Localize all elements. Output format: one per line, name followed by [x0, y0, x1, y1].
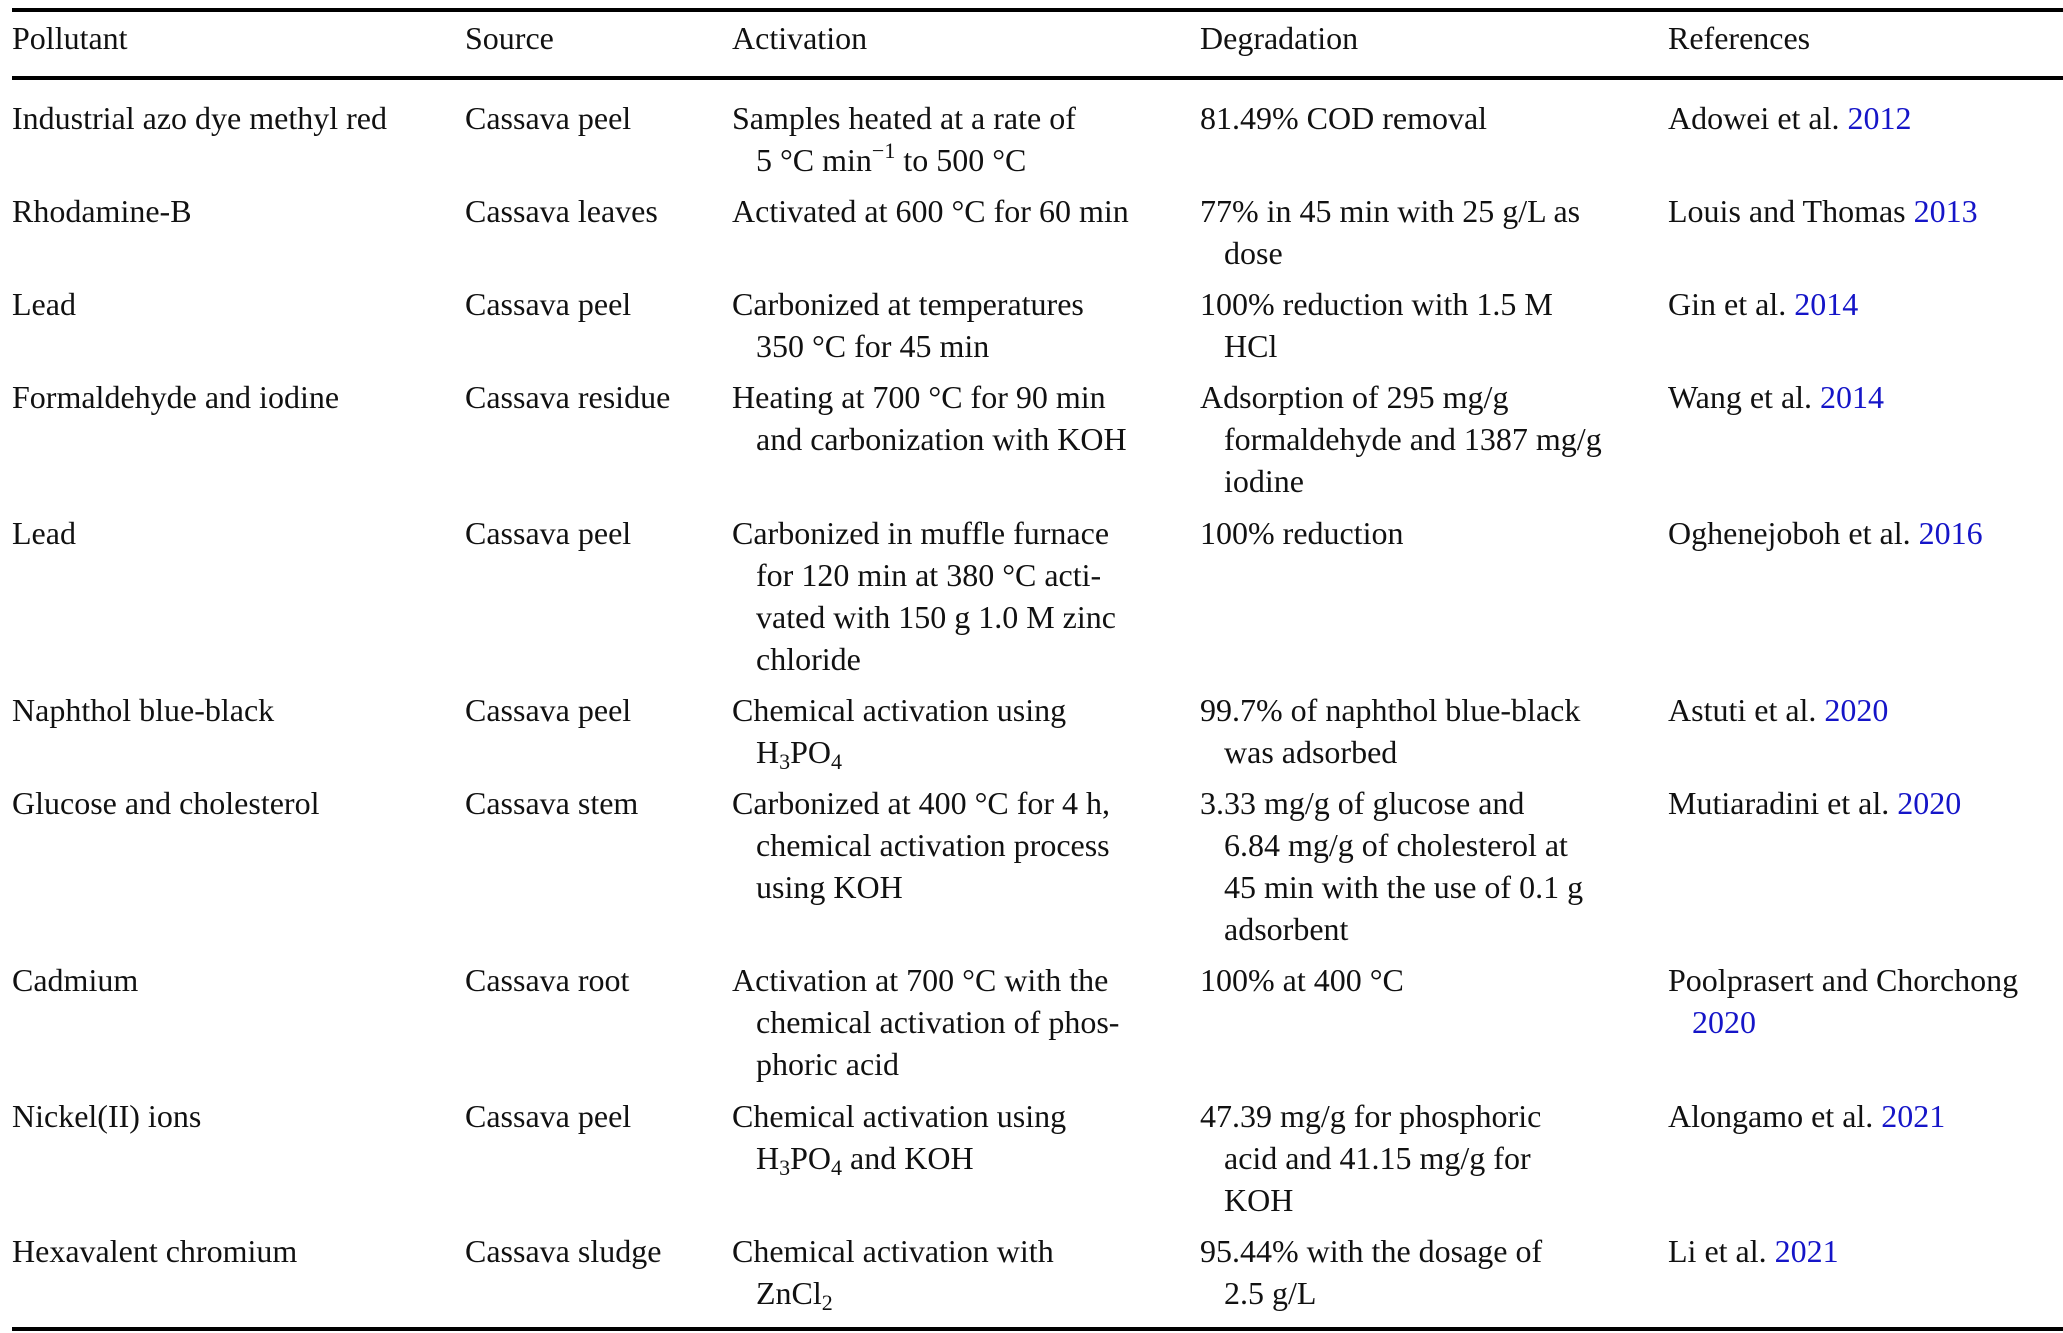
cell-source: Cassava peel	[465, 286, 632, 322]
cell-activation	[732, 512, 1182, 680]
text-line: Chemical activation with	[732, 1233, 1054, 1269]
cell-pollutant: Lead	[12, 515, 76, 551]
subscript: 3	[779, 749, 791, 774]
cell-source: Cassava peel	[465, 515, 632, 551]
cell-pollutant: Rhodamine-B	[12, 193, 192, 229]
cell-degradation	[1200, 97, 1660, 139]
cell-degradation	[1200, 1095, 1660, 1221]
text-line: Chemical activation using	[732, 1098, 1067, 1134]
cell-source: Cassava peel	[465, 692, 632, 728]
reference-authors: Mutiaradini et al.	[1668, 785, 1898, 821]
subscript: 4	[831, 749, 843, 774]
cell-reference	[1668, 1095, 2063, 1137]
text-line: Heating at 700 °C for 90 min	[732, 379, 1106, 415]
text-line	[732, 1137, 1182, 1179]
text-line: formaldehyde and 1387 mg/g	[1224, 421, 1602, 457]
header-activation: Activation	[732, 20, 868, 56]
cell-reference	[1668, 97, 2063, 139]
text-line: 100% at 400 °C	[1200, 962, 1404, 998]
text-line: Samples heated at a rate of	[732, 100, 1076, 136]
header-pollutant: Pollutant	[12, 20, 128, 56]
text-line: Chemical activation using	[732, 692, 1067, 728]
header-degradation: Degradation	[1200, 20, 1359, 56]
reference-year-link[interactable]: 2014	[1820, 379, 1885, 415]
text-span: ZnCl	[756, 1275, 822, 1311]
text-line	[732, 1272, 1182, 1314]
text-line: 47.39 mg/g for phosphoric	[1200, 1098, 1542, 1134]
reference-authors: Astuti et al.	[1668, 692, 1825, 728]
text-line: Carbonized in muffle furnace	[732, 515, 1110, 551]
subscript: 4	[831, 1155, 843, 1180]
text-line: 100% reduction with 1.5 M	[1200, 286, 1553, 322]
cell-degradation	[1200, 283, 1660, 367]
cell-degradation	[1200, 190, 1660, 274]
reference-authors: Oghenejoboh et al.	[1668, 515, 1919, 551]
cell-source: Cassava root	[465, 962, 630, 998]
cell-degradation	[1200, 782, 1660, 950]
cell-activation	[732, 97, 1182, 181]
text-line: using KOH	[756, 869, 903, 905]
reference-year-link[interactable]: 2020	[1897, 785, 1962, 821]
cell-reference	[1668, 959, 2063, 1043]
reference-year-link[interactable]: 2021	[1774, 1233, 1839, 1269]
reference-year-link[interactable]: 2021	[1881, 1098, 1946, 1134]
header-references: References	[1668, 20, 1811, 56]
cell-degradation	[1200, 376, 1660, 502]
text-line: for 120 min at 380 °C acti-	[756, 557, 1102, 593]
cell-pollutant: Cadmium	[12, 962, 139, 998]
reference-authors: Alongamo et al.	[1668, 1098, 1882, 1134]
cell-reference	[1668, 1230, 2063, 1272]
text-line	[732, 731, 1182, 773]
text-line: adsorbent	[1224, 911, 1349, 947]
text-line: 77% in 45 min with 25 g/L as	[1200, 193, 1581, 229]
cell-degradation	[1200, 689, 1660, 773]
cell-source: Cassava residue	[465, 379, 671, 415]
superscript: −1	[871, 138, 896, 163]
cell-source: Cassava sludge	[465, 1233, 662, 1269]
cell-activation	[732, 190, 1182, 232]
text-line: dose	[1224, 235, 1283, 271]
text-span: H	[756, 734, 780, 770]
text-line: vated with 150 g 1.0 M zinc	[756, 599, 1116, 635]
subscript: 3	[779, 1155, 791, 1180]
cell-source: Cassava stem	[465, 785, 639, 821]
subscript: 2	[821, 1290, 833, 1315]
text-line: was adsorbed	[1224, 734, 1398, 770]
cell-activation	[732, 283, 1182, 367]
reference-year-link[interactable]: 2020	[1692, 1004, 1756, 1040]
text-line: and carbonization with KOH	[756, 421, 1127, 457]
cell-activation	[732, 1095, 1182, 1179]
cell-reference	[1668, 376, 2063, 418]
text-line	[732, 139, 1182, 181]
text-line: 100% reduction	[1200, 515, 1404, 551]
text-line: HCl	[1224, 328, 1278, 364]
cell-pollutant: Nickel(II) ions	[12, 1098, 202, 1134]
text-span: to 500 °C	[895, 142, 1027, 178]
cell-degradation	[1200, 1230, 1660, 1314]
text-line: Activation at 700 °C with the	[732, 962, 1109, 998]
text-line: KOH	[1224, 1182, 1294, 1218]
text-line: 6.84 mg/g of cholesterol at	[1224, 827, 1568, 863]
reference-year-link[interactable]: 2014	[1794, 286, 1859, 322]
text-line: 95.44% with the dosage of	[1200, 1233, 1543, 1269]
reference-year-link[interactable]: 2020	[1824, 692, 1889, 728]
text-line: 3.33 mg/g of glucose and	[1200, 785, 1525, 821]
text-span: PO	[790, 734, 832, 770]
reference-authors: Li et al.	[1668, 1233, 1775, 1269]
text-line: Activated at 600 °C for 60 min	[732, 193, 1129, 229]
text-line: chloride	[756, 641, 861, 677]
cell-reference	[1668, 283, 2063, 325]
reference-authors: Poolprasert and Chorchong	[1668, 962, 2019, 998]
text-line: acid and 41.15 mg/g for	[1224, 1140, 1531, 1176]
text-line: Carbonized at temperatures	[732, 286, 1084, 322]
cell-pollutant: Industrial azo dye methyl red	[12, 100, 387, 136]
cell-source: Cassava peel	[465, 100, 632, 136]
cell-activation	[732, 782, 1182, 908]
cell-activation	[732, 689, 1182, 773]
cell-pollutant: Formaldehyde and iodine	[12, 379, 340, 415]
header-source: Source	[465, 20, 554, 56]
cell-source: Cassava peel	[465, 1098, 632, 1134]
reference-year-link[interactable]: 2016	[1918, 515, 1983, 551]
cell-degradation	[1200, 959, 1660, 1001]
text-span: 5 °C min	[756, 142, 872, 178]
text-span: PO	[790, 1140, 832, 1176]
reference-authors: Wang et al.	[1668, 379, 1821, 415]
text-line: 99.7% of naphthol blue-black	[1200, 692, 1581, 728]
text-line: 45 min with the use of 0.1 g	[1224, 869, 1584, 905]
text-line: chemical activation process	[756, 827, 1110, 863]
cell-pollutant: Glucose and cholesterol	[12, 785, 320, 821]
text-line: chemical activation of phos-	[756, 1004, 1120, 1040]
cell-source: Cassava leaves	[465, 193, 658, 229]
bottom-rule	[12, 1327, 2063, 1331]
text-line: phoric acid	[756, 1046, 900, 1082]
cell-activation	[732, 959, 1182, 1085]
cell-pollutant: Lead	[12, 286, 76, 322]
cell-degradation	[1200, 512, 1660, 554]
text-line: Carbonized at 400 °C for 4 h,	[732, 785, 1111, 821]
reference-year-link[interactable]: 2013	[1913, 193, 1978, 229]
reference-authors: Adowei et al.	[1668, 100, 1848, 136]
reference-authors: Gin et al.	[1668, 286, 1795, 322]
reference-authors: Louis and Thomas	[1668, 193, 1914, 229]
top-rule	[12, 8, 2063, 12]
text-line: Adsorption of 295 mg/g	[1200, 379, 1509, 415]
reference-year-link[interactable]: 2012	[1847, 100, 1912, 136]
cell-activation	[732, 1230, 1182, 1314]
cell-reference	[1668, 190, 2063, 232]
text-span: and KOH	[842, 1140, 974, 1176]
cell-activation	[732, 376, 1182, 460]
header-rule	[12, 76, 2063, 80]
cell-pollutant: Hexavalent chromium	[12, 1233, 298, 1269]
cell-reference	[1668, 782, 2063, 824]
text-line: 81.49% COD removal	[1200, 100, 1488, 136]
text-span: H	[756, 1140, 780, 1176]
text-line: 350 °C for 45 min	[756, 328, 990, 364]
text-line: 2.5 g/L	[1224, 1275, 1317, 1311]
cell-reference	[1668, 512, 2063, 554]
cell-reference	[1668, 689, 2063, 731]
cell-pollutant: Naphthol blue-black	[12, 692, 275, 728]
text-line: iodine	[1224, 463, 1304, 499]
